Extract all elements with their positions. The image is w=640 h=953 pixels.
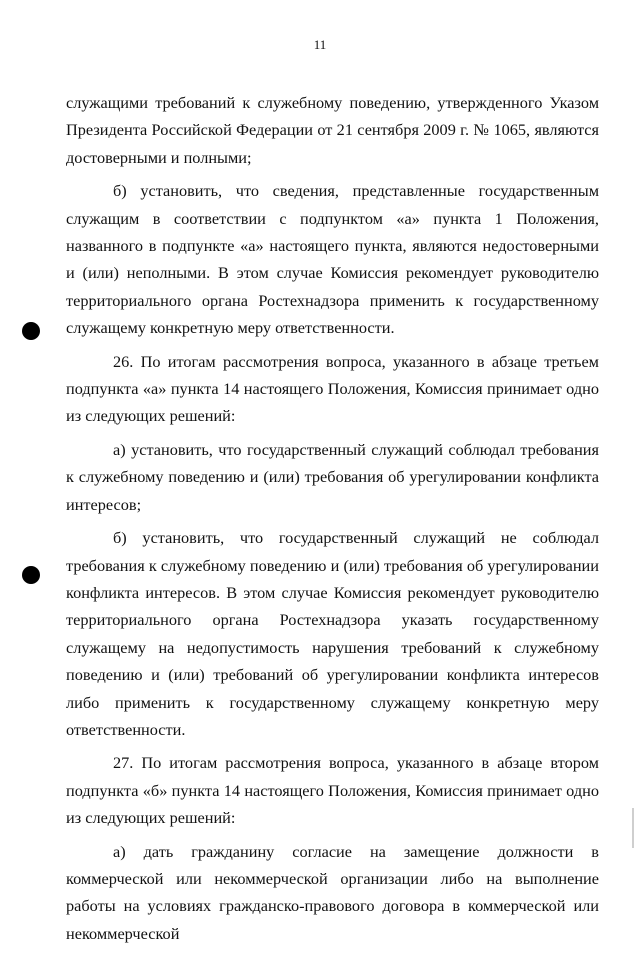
body-text <box>66 89 599 953</box>
hole-punch-mark <box>22 566 40 584</box>
hole-punch-mark <box>22 322 40 340</box>
scan-margin-artifact <box>632 808 634 848</box>
page-number: 11 <box>313 37 327 52</box>
paragraph: 26. По итогам рассмотрения вопроса, указанного в абзаце третьем подпункта «а» пункта 14 настоящего Положения, Комиссия принимает одно из следующих решений: <box>66 351 599 426</box>
paragraph: служащими требований к служебному поведению, утвержденного Указом Президента Российской Федерации от 21 сентября 2009 г. № 1065, являются достоверными и полными; <box>66 93 599 167</box>
paragraph: б) установить, что сведения, представленные государственным служащим в соответствии с подпунктом «а» пункта 1 Положения, названного в подпункте «а» настоящего пункта, являются недостоверными и (или) неполными. В этом случае Комиссия рекомендует руководителю территориального органа Ростехнадзора применить к государственному служащему конкретную меру ответственности. <box>66 181 599 338</box>
paragraph: а) дать гражданину согласие на замещение должности в коммерческой или некоммерческой организации либо на выполнение работы на условиях гражданско-правового договора в коммерческой или некоммерческой <box>66 841 599 943</box>
paragraph: а) установить, что государственный служащий соблюдал требования к служебному поведению и (или) требования об урегулировании конфликта интересов; <box>66 439 599 514</box>
paragraph: 27. По итогам рассмотрения вопроса, указанного в абзаце втором подпункта «б» пункта 14 настоящего Положения, Комиссия принимает одно из следующих решений: <box>66 753 599 828</box>
paragraph: б) установить, что государственный служащий не соблюдал требования к служебному поведению и (или) требования об урегулировании конфликта интересов. В этом случае Комиссия рекомендует руководителю территориального органа Ростехнадзора указать государственному служащему на недопустимость нарушения требований к служебному поведению и (или) требований об урегулировании конфликта интересов либо применить к государственному служащему конкретную меру ответственности. <box>66 528 599 739</box>
